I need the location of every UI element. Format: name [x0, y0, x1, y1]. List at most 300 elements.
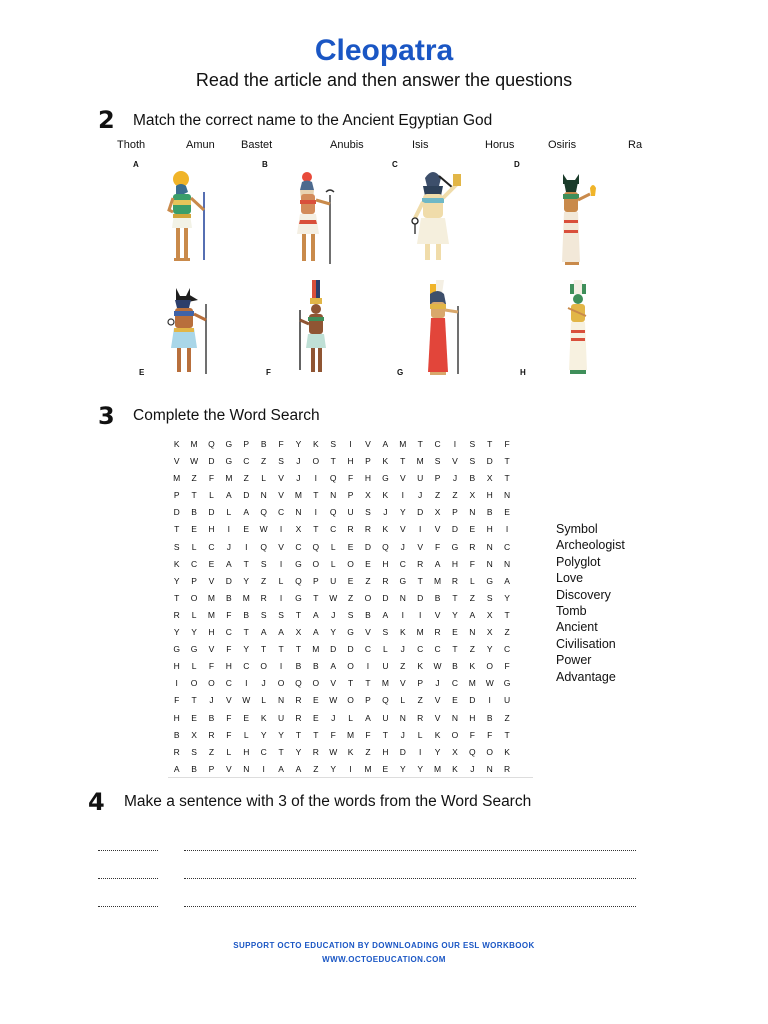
word-search-cell[interactable]: E — [347, 541, 354, 552]
word-search-cell[interactable]: S — [330, 439, 337, 449]
word-search-cell[interactable]: I — [349, 763, 352, 774]
word-search-cell[interactable]: O — [347, 695, 354, 706]
answer-line-long-2[interactable] — [184, 878, 636, 879]
word-search-cell[interactable]: T — [504, 609, 510, 620]
word-search-cell[interactable]: N — [504, 558, 511, 569]
word-search-cell[interactable]: V — [365, 439, 371, 449]
word-search-cell[interactable]: M — [434, 763, 442, 774]
word-search-cell[interactable]: W — [242, 695, 251, 706]
word-search-cell[interactable]: T — [417, 575, 423, 586]
word-search-cell[interactable]: Q — [329, 507, 337, 518]
word-search-cell[interactable]: C — [225, 627, 232, 638]
word-search-cell[interactable]: H — [243, 746, 250, 757]
word-search-cell[interactable]: P — [208, 763, 215, 774]
word-search-cell[interactable]: R — [347, 524, 354, 535]
word-search-cell[interactable]: K — [347, 746, 354, 757]
word-search-cell[interactable]: O — [364, 592, 372, 603]
word-search-cell[interactable]: N — [330, 490, 337, 501]
word-search-cell[interactable]: V — [452, 456, 458, 467]
word-search-cell[interactable]: E — [312, 712, 319, 723]
word-search-cell[interactable]: A — [365, 712, 371, 723]
word-search-cell[interactable]: K — [312, 439, 319, 449]
word-search-cell[interactable]: T — [382, 729, 388, 740]
word-search-cell[interactable]: C — [243, 456, 250, 467]
word-search-cell[interactable]: I — [314, 507, 317, 518]
word-search-cell[interactable]: A — [382, 609, 389, 620]
word-search-cell[interactable]: J — [418, 490, 423, 501]
word-search-cell[interactable]: T — [295, 644, 302, 655]
word-search-cell[interactable]: X — [295, 627, 302, 638]
word-search-cell[interactable]: A — [434, 558, 441, 569]
answer-line-short-2[interactable] — [98, 878, 158, 879]
word-search-cell[interactable]: W — [190, 456, 199, 467]
word-search-cell[interactable]: G — [190, 644, 198, 655]
word-search-cell[interactable]: K — [417, 661, 423, 672]
word-search-cell[interactable]: T — [452, 592, 458, 603]
word-search-cell[interactable]: Z — [504, 712, 510, 723]
word-search-cell[interactable]: O — [486, 746, 494, 757]
word-search-cell[interactable]: I — [175, 678, 178, 689]
word-search-cell[interactable]: Q — [260, 507, 267, 518]
word-search-cell[interactable]: T — [261, 644, 267, 655]
word-search-cell[interactable]: F — [174, 695, 180, 706]
word-search-cell[interactable]: L — [330, 541, 336, 552]
word-search-cell[interactable]: V — [278, 473, 284, 484]
word-search-cell[interactable]: U — [277, 712, 285, 723]
word-search-cell[interactable]: E — [312, 695, 319, 706]
word-search-cell[interactable]: A — [278, 627, 284, 638]
word-search-cell[interactable]: R — [504, 763, 511, 774]
word-search-cell[interactable]: T — [330, 456, 336, 467]
word-search-cell[interactable]: M — [416, 456, 424, 467]
word-search-cell[interactable]: S — [365, 507, 371, 518]
word-search-cell[interactable]: F — [348, 473, 354, 484]
word-search-cell[interactable]: L — [278, 575, 284, 586]
word-search-cell[interactable]: E — [452, 695, 458, 706]
word-search-cell[interactable]: C — [417, 644, 424, 655]
word-search-cell[interactable]: N — [469, 627, 476, 638]
word-search-cell[interactable]: U — [330, 575, 337, 586]
word-search-cell[interactable]: R — [260, 592, 267, 603]
word-search-cell[interactable]: T — [191, 695, 197, 706]
word-search-cell[interactable]: D — [469, 695, 476, 706]
word-search-cell[interactable]: I — [418, 746, 422, 757]
word-search-cell[interactable]: M — [225, 473, 233, 484]
word-search-cell[interactable]: F — [226, 644, 232, 655]
word-search-cell[interactable]: D — [225, 575, 232, 586]
word-search-cell[interactable]: T — [313, 729, 319, 740]
word-search-cell[interactable]: B — [486, 712, 493, 723]
word-search-cell[interactable]: Z — [261, 575, 267, 586]
word-search-cell[interactable]: Y — [452, 609, 458, 620]
word-search-cell[interactable]: Z — [400, 661, 406, 672]
word-search-cell[interactable]: Y — [417, 763, 423, 774]
word-search-cell[interactable]: A — [278, 763, 284, 774]
word-search-cell[interactable]: X — [191, 729, 197, 740]
word-search-cell[interactable]: K — [434, 729, 441, 740]
word-search-cell[interactable]: A — [226, 490, 232, 501]
word-search-cell[interactable]: M — [468, 678, 476, 689]
word-search-cell[interactable]: O — [312, 678, 320, 689]
word-search-cell[interactable]: V — [434, 695, 441, 706]
word-search-cell[interactable]: L — [209, 490, 214, 501]
word-search-cell[interactable]: H — [364, 473, 372, 484]
word-search-cell[interactable]: F — [504, 661, 510, 672]
word-search-cell[interactable]: T — [365, 678, 371, 689]
word-search-cell[interactable]: H — [208, 524, 215, 535]
word-search-cell[interactable]: G — [486, 575, 494, 586]
word-search-cell[interactable]: Z — [365, 746, 371, 757]
word-search-cell[interactable]: D — [347, 644, 354, 655]
word-search-cell[interactable]: C — [399, 558, 406, 569]
word-search-cell[interactable]: E — [243, 712, 250, 723]
word-search-cell[interactable]: J — [261, 678, 266, 689]
word-search-cell[interactable]: P — [434, 473, 441, 484]
word-search-cell[interactable]: S — [260, 609, 267, 620]
word-search-cell[interactable]: T — [313, 524, 319, 535]
word-search-cell[interactable]: Z — [434, 490, 441, 501]
word-search-cell[interactable]: J — [296, 473, 301, 484]
word-search-cell[interactable]: Y — [295, 439, 302, 449]
word-search-cell[interactable]: Y — [434, 746, 441, 757]
word-search-cell[interactable]: S — [278, 609, 284, 620]
word-search-cell[interactable]: J — [435, 678, 440, 689]
word-search-cell[interactable]: T — [504, 456, 510, 467]
word-search-cell[interactable]: X — [486, 627, 493, 638]
word-search-cell[interactable]: P — [173, 490, 180, 501]
word-search-cell[interactable]: Q — [312, 541, 320, 552]
word-search-cell[interactable]: M — [364, 763, 372, 774]
word-search-cell[interactable]: J — [296, 456, 301, 467]
word-search-cell[interactable]: C — [191, 558, 198, 569]
word-search-cell[interactable]: J — [331, 712, 336, 723]
word-search-cell[interactable]: S — [278, 456, 284, 467]
word-search-cell[interactable]: W — [259, 524, 268, 535]
word-search-cell[interactable]: L — [330, 558, 336, 569]
word-search-cell[interactable]: M — [434, 575, 442, 586]
word-search-cell[interactable]: Y — [260, 729, 267, 740]
word-search-cell[interactable]: L — [226, 507, 232, 518]
word-search-cell[interactable]: N — [486, 763, 493, 774]
word-search-cell[interactable]: Y — [504, 592, 510, 603]
word-search-cell[interactable]: W — [433, 661, 442, 672]
word-search-cell[interactable]: O — [347, 558, 354, 569]
word-search-cell[interactable]: T — [313, 592, 319, 603]
word-search-cell[interactable]: L — [191, 609, 197, 620]
word-search-cell[interactable]: V — [208, 644, 215, 655]
footer-website-link[interactable]: WWW.OCTOEDUCATION.COM — [322, 955, 446, 964]
word-search-cell[interactable]: Q — [469, 746, 476, 757]
word-search-cell[interactable]: K — [173, 558, 180, 569]
word-search-cell[interactable]: E — [191, 712, 197, 723]
word-search-cell[interactable]: I — [279, 661, 283, 672]
word-search-cell[interactable]: Z — [191, 473, 197, 484]
word-search-cell[interactable]: Z — [313, 763, 319, 774]
word-search-cell[interactable]: M — [347, 729, 355, 740]
word-search-cell[interactable]: O — [190, 592, 198, 603]
word-search-cell[interactable]: P — [365, 456, 371, 467]
word-search-cell[interactable]: E — [191, 524, 197, 535]
word-search-cell[interactable]: V — [399, 524, 406, 535]
word-search-cell[interactable]: T — [417, 439, 423, 449]
word-search-cell[interactable]: F — [226, 729, 232, 740]
word-search-cell[interactable]: R — [417, 712, 424, 723]
word-search-cell[interactable]: Q — [295, 678, 302, 689]
word-search-cell[interactable]: B — [486, 507, 493, 518]
answer-line-short-3[interactable] — [98, 906, 158, 907]
word-search-cell[interactable]: H — [347, 456, 354, 467]
word-search-cell[interactable]: M — [381, 678, 389, 689]
word-search-cell[interactable]: L — [417, 729, 423, 740]
word-search-cell[interactable]: E — [365, 558, 371, 569]
word-search-cell[interactable]: I — [245, 678, 248, 689]
word-search-cell[interactable]: Y — [191, 627, 197, 638]
word-search-cell[interactable]: T — [174, 592, 180, 603]
word-search-cell[interactable]: A — [260, 627, 267, 638]
word-search-cell[interactable]: B — [365, 609, 371, 620]
word-search-cell[interactable]: E — [452, 627, 458, 638]
word-search-cell[interactable]: H — [208, 627, 215, 638]
word-search-cell[interactable]: B — [191, 763, 197, 774]
word-search-cell[interactable]: V — [365, 627, 371, 638]
word-search-cell[interactable]: N — [295, 507, 302, 518]
word-search-cell[interactable]: Z — [365, 575, 371, 586]
word-search-cell[interactable]: L — [261, 473, 267, 484]
word-search-cell[interactable]: A — [382, 439, 389, 449]
word-search-cell[interactable]: R — [295, 712, 302, 723]
word-search-cell[interactable]: G — [225, 456, 233, 467]
word-search-cell[interactable]: F — [434, 541, 441, 552]
word-search-cell[interactable]: O — [260, 661, 267, 672]
word-search-cell[interactable]: Y — [173, 627, 180, 638]
word-search-cell[interactable]: T — [348, 678, 354, 689]
word-search-cell[interactable]: D — [486, 456, 493, 467]
word-search-cell[interactable]: M — [416, 627, 424, 638]
word-search-cell[interactable]: B — [295, 661, 302, 672]
word-search-cell[interactable]: D — [364, 541, 372, 552]
word-search-cell[interactable]: G — [399, 575, 407, 586]
word-search-cell[interactable]: Q — [329, 473, 337, 484]
word-search-cell[interactable]: S — [434, 456, 441, 467]
word-search-cell[interactable]: D — [417, 592, 424, 603]
word-search-cell[interactable]: V — [399, 473, 406, 484]
word-search-cell[interactable]: O — [312, 456, 320, 467]
word-search-cell[interactable]: T — [487, 439, 493, 449]
word-search-cell[interactable]: P — [452, 507, 458, 518]
word-search-cell[interactable]: J — [400, 644, 405, 655]
word-search-cell[interactable]: Y — [278, 729, 284, 740]
word-search-cell[interactable]: V — [226, 695, 232, 706]
word-search-cell[interactable]: I — [245, 541, 248, 552]
word-search-cell[interactable]: R — [382, 575, 389, 586]
word-search-cell[interactable]: L — [400, 695, 406, 706]
word-search-cell[interactable]: I — [349, 439, 352, 449]
word-search-cell[interactable]: R — [451, 575, 459, 586]
word-search-cell[interactable]: E — [469, 524, 476, 535]
word-search-cell[interactable]: F — [469, 729, 475, 740]
word-search-cell[interactable]: M — [173, 473, 181, 484]
word-search-cell[interactable]: W — [485, 678, 494, 689]
word-search-cell[interactable]: J — [383, 507, 388, 518]
word-search-cell[interactable]: V — [434, 524, 441, 535]
word-search-cell[interactable]: C — [330, 524, 337, 535]
word-search-cell[interactable]: C — [208, 541, 215, 552]
word-search-cell[interactable]: Y — [399, 763, 406, 774]
word-search-cell[interactable]: D — [399, 746, 406, 757]
word-search-cell[interactable]: D — [173, 507, 180, 518]
word-search-cell[interactable]: F — [226, 712, 232, 723]
word-search-cell[interactable]: H — [451, 558, 459, 569]
word-search-cell[interactable]: T — [452, 644, 458, 655]
word-search-cell[interactable]: X — [486, 609, 493, 620]
word-search-cell[interactable]: T — [174, 524, 180, 535]
word-search-cell[interactable]: A — [173, 763, 180, 774]
word-search-cell[interactable]: O — [208, 678, 215, 689]
word-search-cell[interactable]: N — [277, 695, 285, 706]
word-search-cell[interactable]: T — [191, 490, 197, 501]
word-search-cell[interactable]: R — [173, 609, 180, 620]
word-search-cell[interactable]: B — [173, 729, 180, 740]
word-search-cell[interactable]: G — [451, 541, 459, 552]
word-search-cell[interactable]: K — [469, 661, 476, 672]
word-search-cell[interactable]: L — [348, 712, 353, 723]
word-search-cell[interactable]: C — [295, 541, 302, 552]
word-search-cell[interactable]: X — [434, 507, 441, 518]
word-search-cell[interactable]: T — [313, 490, 319, 501]
answer-line-long-3[interactable] — [184, 906, 636, 907]
word-search-cell[interactable]: Y — [330, 627, 337, 638]
word-search-cell[interactable]: D — [382, 592, 389, 603]
word-search-cell[interactable]: Y — [295, 746, 302, 757]
word-search-cell[interactable]: M — [190, 439, 198, 449]
word-search-cell[interactable]: L — [226, 746, 232, 757]
word-search-cell[interactable]: P — [347, 490, 354, 501]
word-search-cell[interactable]: R — [208, 729, 215, 740]
word-search-cell[interactable]: A — [312, 627, 319, 638]
word-search-cell[interactable]: T — [278, 644, 284, 655]
word-search-cell[interactable]: D — [243, 490, 250, 501]
word-search-cell[interactable]: Y — [330, 763, 337, 774]
word-search-cell[interactable]: O — [312, 558, 320, 569]
word-search-cell[interactable]: F — [208, 473, 215, 484]
word-search-cell[interactable]: E — [382, 763, 389, 774]
word-search-cell[interactable]: N — [486, 541, 493, 552]
word-search-cell[interactable]: T — [278, 746, 284, 757]
word-search-cell[interactable]: O — [277, 678, 285, 689]
word-search-cell[interactable]: E — [208, 558, 215, 569]
word-search-cell[interactable]: F — [226, 609, 232, 620]
word-search-cell[interactable]: M — [294, 490, 302, 501]
word-search-cell[interactable]: K — [382, 490, 389, 501]
word-search-cell[interactable]: V — [434, 712, 441, 723]
word-search-cell[interactable]: I — [418, 524, 422, 535]
word-search-cell[interactable]: I — [227, 524, 231, 535]
word-search-cell[interactable]: X — [295, 524, 302, 535]
word-search-cell[interactable]: U — [347, 507, 354, 518]
word-search-cell[interactable]: V — [173, 456, 180, 467]
word-search-cell[interactable]: H — [486, 524, 493, 535]
word-search-cell[interactable]: K — [504, 746, 510, 757]
word-search-cell[interactable]: A — [312, 609, 319, 620]
word-search-cell[interactable]: E — [347, 575, 354, 586]
word-search-cell[interactable]: V — [330, 678, 337, 689]
word-search-cell[interactable]: C — [504, 541, 511, 552]
word-search-cell[interactable]: I — [488, 695, 491, 706]
word-search-cell[interactable]: R — [364, 524, 372, 535]
word-search-cell[interactable]: F — [487, 729, 493, 740]
word-search-cell[interactable]: A — [295, 763, 302, 774]
word-search-cell[interactable]: N — [451, 712, 459, 723]
word-search-cell[interactable]: B — [469, 473, 476, 484]
word-search-cell[interactable]: S — [191, 746, 197, 757]
word-search-cell[interactable]: M — [312, 644, 320, 655]
word-search-cell[interactable]: Z — [243, 473, 249, 484]
word-search-cell[interactable]: C — [364, 644, 372, 655]
word-search-cell[interactable]: Q — [382, 541, 389, 552]
word-search-cell[interactable]: S — [382, 627, 389, 638]
word-search-cell[interactable]: L — [191, 541, 197, 552]
word-search-cell[interactable]: P — [243, 439, 250, 449]
word-search-cell[interactable]: S — [469, 439, 476, 449]
word-search-cell[interactable]: X — [365, 490, 371, 501]
word-search-cell[interactable]: G — [295, 558, 302, 569]
word-search-cell[interactable]: S — [347, 609, 354, 620]
word-search-cell[interactable]: B — [434, 592, 441, 603]
word-search-cell[interactable]: R — [295, 695, 302, 706]
word-search-cell[interactable]: C — [434, 644, 441, 655]
word-search-cell[interactable]: W — [329, 746, 338, 757]
word-search-cell[interactable]: V — [399, 678, 406, 689]
word-search-cell[interactable]: G — [382, 473, 389, 484]
word-search-cell[interactable]: C — [225, 678, 232, 689]
word-search-cell[interactable]: X — [486, 473, 493, 484]
word-search-cell[interactable]: K — [382, 456, 389, 467]
word-search-cell[interactable]: T — [504, 473, 510, 484]
word-search-cell[interactable]: H — [173, 661, 180, 672]
word-search-cell[interactable]: S — [260, 558, 267, 569]
word-search-grid[interactable] — [168, 436, 533, 778]
word-search-cell[interactable]: P — [417, 678, 423, 689]
word-search-cell[interactable]: I — [366, 661, 370, 672]
word-search-cell[interactable]: R — [417, 558, 424, 569]
word-search-cell[interactable]: B — [226, 592, 232, 603]
word-search-cell[interactable]: N — [260, 490, 267, 501]
word-search-cell[interactable]: Z — [504, 627, 510, 638]
word-search-cell[interactable]: A — [469, 609, 476, 620]
word-search-cell[interactable]: Y — [399, 507, 406, 518]
word-search-cell[interactable]: Q — [260, 541, 267, 552]
word-search-cell[interactable]: V — [434, 609, 441, 620]
word-search-cell[interactable]: S — [173, 541, 180, 552]
word-search-cell[interactable]: F — [365, 729, 371, 740]
word-search-cell[interactable]: B — [452, 661, 458, 672]
word-search-cell[interactable]: D — [417, 507, 424, 518]
word-search-cell[interactable]: I — [279, 592, 283, 603]
word-search-cell[interactable]: U — [417, 473, 424, 484]
word-search-cell[interactable]: F — [278, 439, 284, 449]
word-search-cell[interactable]: V — [208, 575, 215, 586]
word-search-cell[interactable]: D — [208, 507, 215, 518]
word-search-cell[interactable]: I — [505, 524, 509, 535]
word-search-cell[interactable]: J — [226, 541, 231, 552]
word-search-cell[interactable]: M — [399, 439, 407, 449]
word-search-cell[interactable]: B — [312, 661, 319, 672]
word-search-cell[interactable]: Y — [243, 644, 250, 655]
word-search-cell[interactable]: J — [400, 541, 405, 552]
word-search-cell[interactable]: R — [312, 746, 319, 757]
word-search-cell[interactable]: Q — [208, 439, 215, 449]
word-search-cell[interactable]: J — [470, 763, 475, 774]
